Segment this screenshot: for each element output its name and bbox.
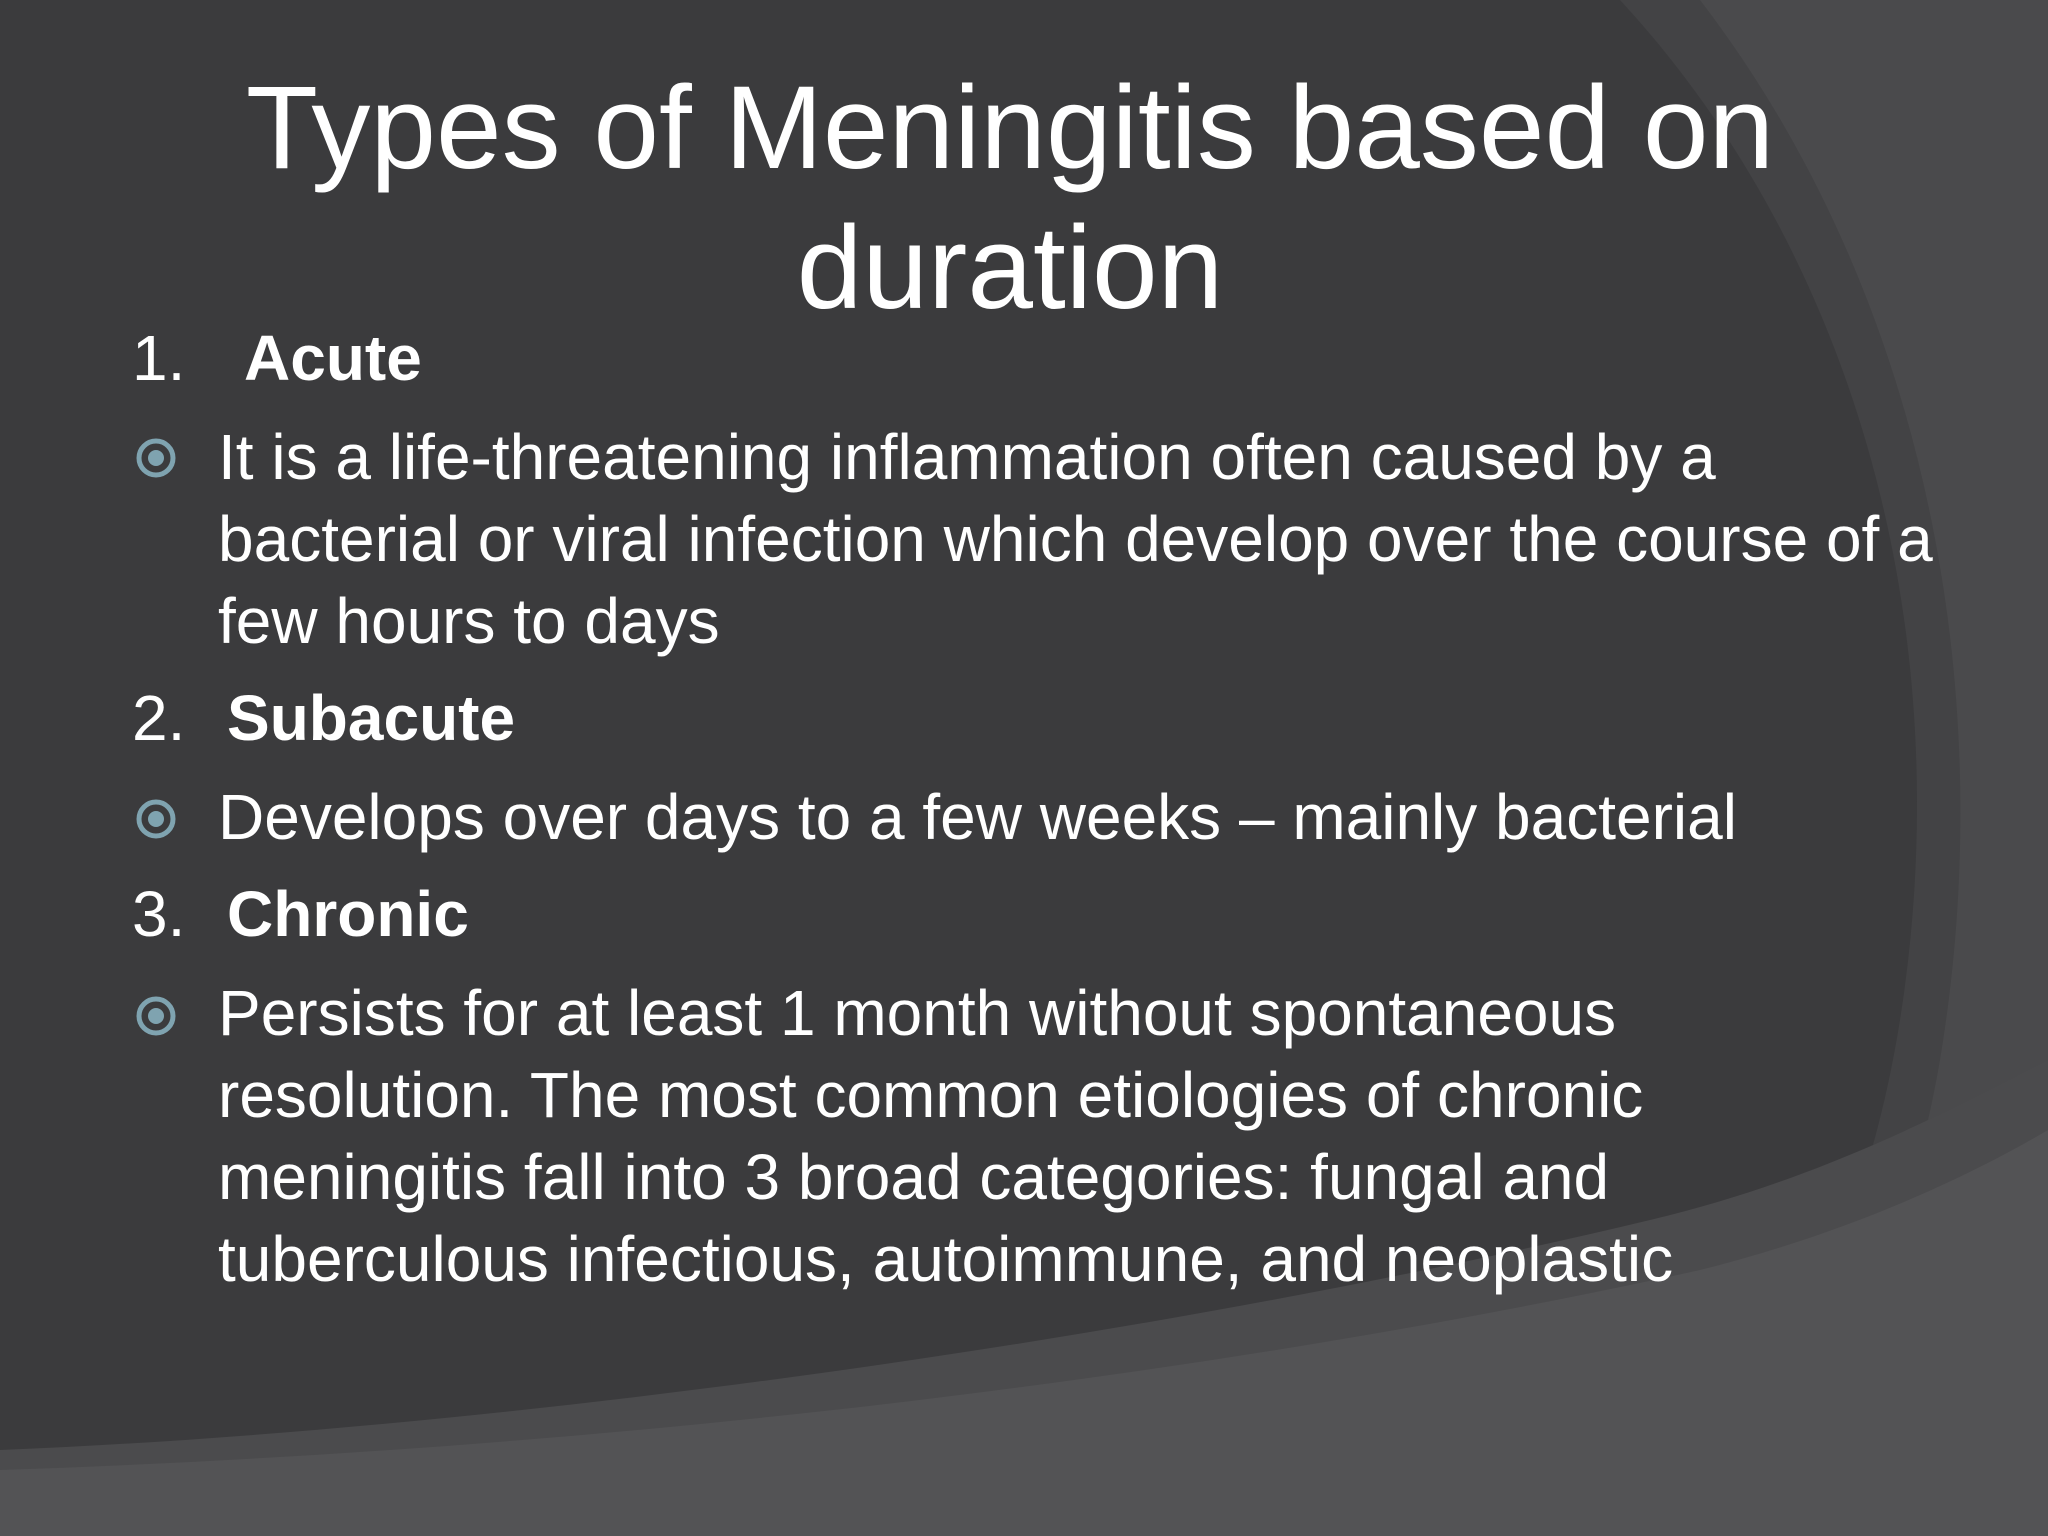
heading-number: 2. xyxy=(132,682,186,754)
heading-number: 1. xyxy=(132,322,186,394)
heading-chronic xyxy=(132,874,469,954)
heading-subacute xyxy=(132,678,515,758)
circled-dot-icon xyxy=(134,994,178,1038)
bullet-subacute-description: Develops over days to a few weeks – mainly bacterial xyxy=(218,781,1737,853)
bullet-acute-description: It is a life-threatening inflammation often caused by a bacterial or viral infection which develop over the course of a few hours to days xyxy=(218,421,1933,657)
heading-term: Acute xyxy=(244,322,422,394)
circled-dot-icon xyxy=(134,436,178,480)
circled-dot-icon xyxy=(134,797,178,841)
heading-term: Subacute xyxy=(227,682,516,754)
slide-title: Types of Meningitis based on duration xyxy=(245,62,1775,334)
heading-number: 3. xyxy=(132,878,186,950)
heading-term: Chronic xyxy=(227,878,469,950)
heading-acute xyxy=(132,318,422,398)
bullet-chronic-description: Persists for at least 1 month without spontaneous resolution. The most common etiologies of chronic meningitis fall into 3 broad categories: fungal and tuberculous infectious, autoimmune, and neoplastic xyxy=(218,977,1674,1295)
